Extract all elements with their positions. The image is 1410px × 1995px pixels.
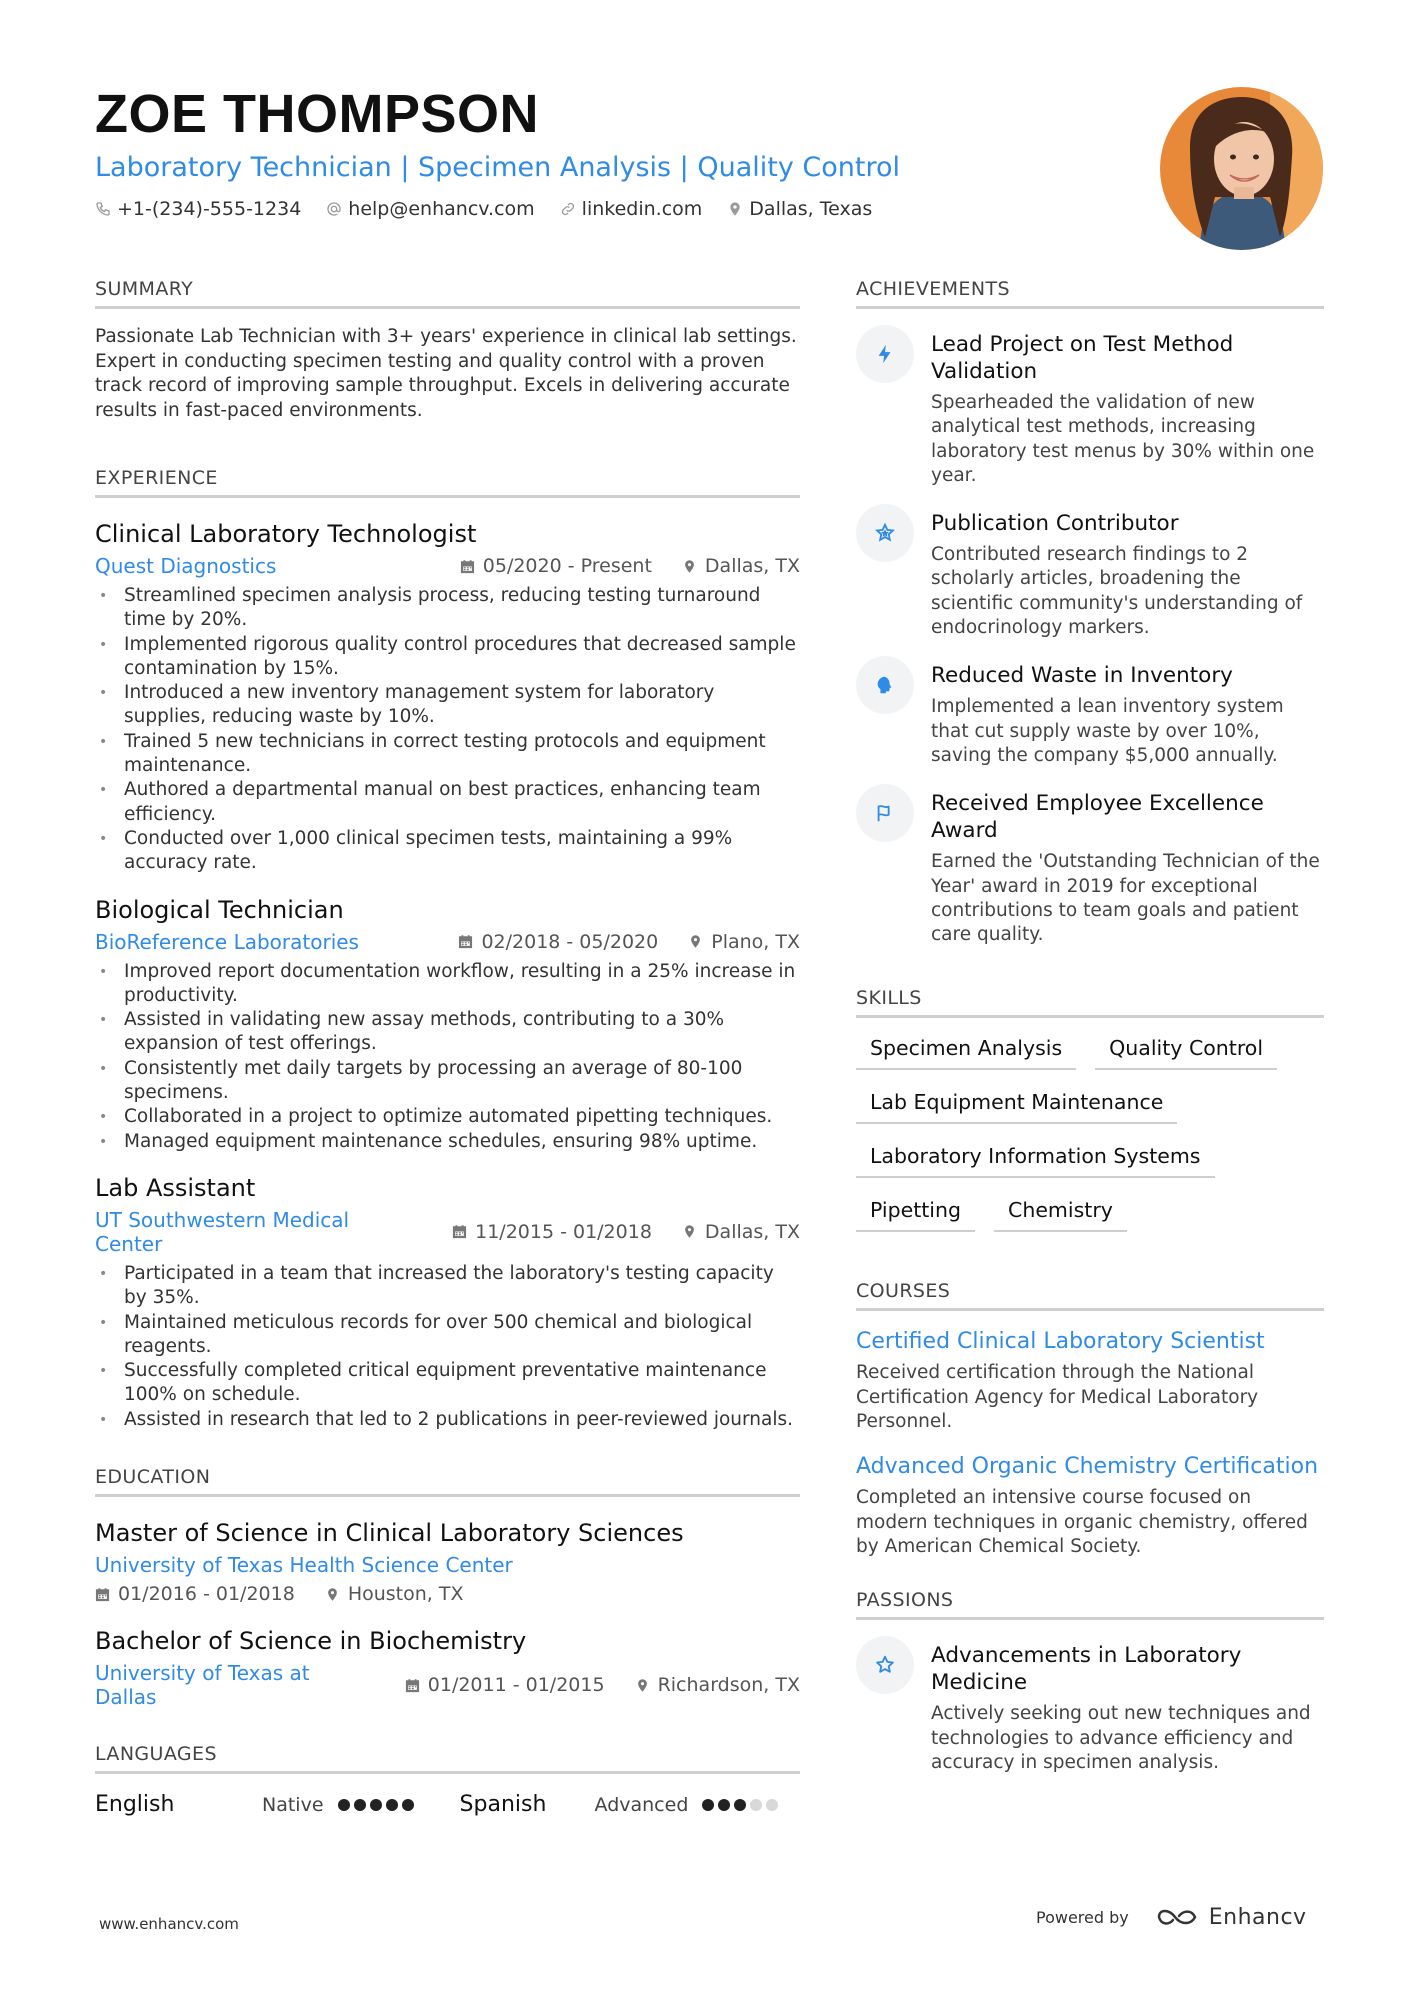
entry-title: Advancements in Laboratory Medicine (931, 1643, 1242, 1696)
language-name: English (95, 1792, 175, 1818)
calendar-icon (460, 559, 475, 574)
job-location (682, 1221, 800, 1243)
linkedin-text: linkedin.com (581, 198, 703, 220)
edu-location-text: Richardson, TX (657, 1674, 800, 1697)
left-column (95, 278, 800, 1817)
skill-tag: Laboratory Information Systems (856, 1138, 1215, 1178)
achievements-heading: ACHIEVEMENTS (856, 278, 1324, 309)
contact-location (727, 198, 872, 220)
rating-dot (370, 1799, 382, 1811)
bolt-icon (856, 325, 914, 383)
summary-heading: SUMMARY (95, 278, 800, 309)
job-entry (95, 1172, 800, 1432)
job-entry (95, 518, 800, 876)
entry-description: Implemented a lean inventory system that cut supply waste by over 10%, saving the company $5,000 annually. (931, 696, 1284, 766)
edu-location-text: Houston, TX (347, 1583, 464, 1606)
achievements-entry (856, 510, 1324, 640)
education-entry (95, 1625, 800, 1709)
candidate-subtitle: Laboratory Technician | Specimen Analysis | Quality Control (95, 152, 901, 183)
rating-dot (354, 1799, 366, 1811)
passions-list (856, 1642, 1324, 1775)
education-heading: EDUCATION (95, 1466, 800, 1497)
phone-text: +1-(234)-555-1234 (117, 198, 302, 220)
achievements-entry (856, 331, 1324, 488)
profile-photo (1160, 87, 1323, 250)
calendar-icon (95, 1587, 110, 1602)
rating-dot (734, 1799, 746, 1811)
at-icon (326, 201, 342, 217)
language-entry (460, 1792, 783, 1817)
edu-location (325, 1583, 464, 1605)
degree-title: Master of Science in Clinical Laboratory Sciences (95, 1519, 684, 1548)
job-title: Biological Technician (95, 895, 344, 924)
rating-dot (338, 1799, 350, 1811)
entry-title: Lead Project on Test Method Validation (931, 332, 1234, 384)
calendar-icon (452, 1224, 467, 1239)
entry-title: Publication Contributor (931, 511, 1179, 537)
link-icon (560, 201, 576, 217)
powered-by-label: Powered by (1036, 1907, 1129, 1927)
languages-heading: LANGUAGES (95, 1743, 800, 1774)
bullet-item: • Trained 5 new technicians in correct testing protocols and equipment maintenance. (95, 730, 800, 779)
location-pin-icon (727, 201, 743, 217)
brand-name: Enhancv (1208, 1904, 1307, 1930)
skills-row (856, 1138, 1324, 1192)
experience-heading: EXPERIENCE (95, 467, 800, 498)
bullet-item: • Maintained meticulous records for over 500 chemical and biological reagents. (95, 1311, 800, 1360)
passions-entry (856, 1642, 1324, 1775)
experience-list (95, 518, 800, 1432)
rating-dot (750, 1799, 762, 1811)
rating-dot (386, 1799, 398, 1811)
flag-icon (856, 784, 914, 842)
language-level: Native (262, 1793, 324, 1816)
star-badge-icon (856, 504, 914, 562)
job-location (688, 931, 800, 953)
edu-dates (405, 1674, 605, 1696)
job-dates (460, 555, 652, 577)
achievements-list (856, 331, 1324, 947)
language-name: Spanish (459, 1792, 547, 1818)
language-entry (95, 1792, 418, 1817)
company-name[interactable]: Quest Diagnostics (95, 554, 277, 578)
job-meta (95, 554, 800, 578)
course-title[interactable]: Certified Clinical Laboratory Scientist (856, 1329, 1265, 1355)
entry-body (931, 510, 1324, 640)
courses-list (856, 1327, 1324, 1559)
calendar-icon (458, 934, 473, 949)
school-name[interactable]: University of Texas Health Science Center (95, 1553, 513, 1578)
job-title: Clinical Laboratory Technologist (95, 520, 477, 548)
entry-title: Received Employee Excellence Award (931, 791, 1264, 844)
rating-dot (702, 1799, 714, 1811)
skill-tag: Quality Control (1095, 1030, 1277, 1070)
job-entry (95, 894, 800, 1154)
achievements-entry (856, 662, 1324, 768)
edu-meta (95, 1583, 800, 1605)
enhancv-logo-icon (1155, 1904, 1201, 1930)
star-icon (856, 1636, 914, 1694)
skill-tag: Pipetting (856, 1192, 975, 1232)
entry-description: Actively seeking out new techniques and technologies to advance efficiency and accuracy in specimen analysis. (931, 1703, 1311, 1773)
rating-dot (402, 1799, 414, 1811)
bullet-item: • Improved report documentation workflow, resulting in a 25% increase in productivity. (95, 960, 800, 1009)
rating-dot (718, 1799, 730, 1811)
entry-body (931, 1642, 1324, 1775)
contact-linkedin[interactable] (560, 198, 703, 220)
right-column (856, 278, 1324, 1797)
job-bullets (95, 960, 800, 1154)
footer-powered[interactable] (1036, 1904, 1307, 1930)
achievements-entry (856, 790, 1324, 947)
contact-row (95, 198, 1145, 220)
job-meta (95, 1208, 800, 1256)
skills-row (856, 1084, 1324, 1138)
job-location-text: Dallas, TX (704, 1220, 800, 1243)
language-rating (702, 1799, 782, 1811)
course-description: Completed an intensive course focused on modern techniques in organic chemistry, offered by American Chemical Society. (856, 1487, 1308, 1557)
bullet-item: • Assisted in research that led to 2 publications in peer-reviewed journals. (95, 1408, 800, 1432)
education-entry (95, 1517, 800, 1605)
entry-description: Spearheaded the validation of new analytical test methods, increasing laboratory test menus by 30% within one year. (931, 392, 1315, 486)
entry-body (931, 662, 1324, 768)
skills-heading: SKILLS (856, 987, 1324, 1018)
resume-header (95, 80, 1145, 220)
language-rating (338, 1799, 418, 1811)
bullet-item: • Implemented rigorous quality control procedures that decreased sample contamination by 15%. (95, 633, 800, 682)
bullet-item: • Participated in a team that increased the laboratory's testing capacity by 35%. (95, 1262, 800, 1311)
bullet-item: • Successfully completed critical equipment preventative maintenance 100% on schedule. (95, 1359, 800, 1408)
contact-email[interactable] (326, 198, 534, 220)
job-dates-text: 02/2018 - 05/2020 (481, 930, 659, 953)
bullet-item: • Introduced a new inventory management system for laboratory supplies, reducing waste by 10%. (95, 681, 800, 730)
job-title: Lab Assistant (95, 1173, 256, 1202)
calendar-icon (405, 1678, 420, 1693)
edu-dates-text: 01/2016 - 01/2018 (118, 1583, 295, 1606)
skill-tag: Chemistry (994, 1192, 1127, 1232)
bullet-item: • Assisted in validating new assay methods, contributing to a 30% expansion of test offerings. (95, 1008, 800, 1057)
location-text: Dallas, Texas (749, 198, 873, 220)
footer-website[interactable]: www.enhancv.com (99, 1915, 239, 1933)
contact-phone[interactable] (95, 198, 301, 220)
location-pin-icon (635, 1678, 650, 1693)
skills-row (856, 1030, 1324, 1084)
job-location (682, 555, 800, 577)
job-meta (95, 930, 800, 954)
job-bullets (95, 1262, 800, 1432)
job-dates-text: 11/2015 - 01/2018 (475, 1220, 652, 1243)
job-bullets (95, 584, 800, 876)
degree-title: Bachelor of Science in Biochemistry (95, 1627, 527, 1656)
bullet-item: • Streamlined specimen analysis process, reducing testing turnaround time by 20%. (95, 584, 800, 633)
job-location-text: Dallas, TX (704, 555, 800, 577)
job-dates-text: 05/2020 - Present (482, 555, 652, 577)
brain-icon (856, 656, 914, 714)
skill-tag: Specimen Analysis (856, 1030, 1076, 1070)
bullet-item: • Collaborated in a project to optimize automated pipetting techniques. (95, 1105, 800, 1129)
passions-heading: PASSIONS (856, 1589, 1324, 1620)
course-description: Received certification through the National Certification Agency for Medical Laboratory Personnel. (856, 1362, 1259, 1433)
edu-location (635, 1674, 800, 1696)
school-name[interactable]: University of Texas at Dallas (95, 1661, 310, 1710)
candidate-name: ZOE THOMPSON (95, 84, 540, 144)
entry-description: Contributed research findings to 2 scholarly articles, broadening the scientific community's understanding of endocrinology markers. (931, 544, 1303, 639)
company-name[interactable]: BioReference Laboratories (95, 929, 359, 954)
edu-row (95, 1661, 800, 1709)
job-dates (452, 1221, 652, 1243)
location-pin-icon (325, 1587, 340, 1602)
education-list (95, 1517, 800, 1709)
job-location-text: Plano, TX (711, 930, 800, 953)
languages-list (95, 1792, 800, 1817)
phone-icon (95, 201, 111, 217)
location-pin-icon (682, 1224, 697, 1239)
language-level: Advanced (594, 1793, 689, 1816)
entry-title: Reduced Waste in Inventory (931, 663, 1233, 689)
company-name[interactable]: UT Southwestern Medical Center (95, 1207, 350, 1256)
course-title[interactable]: Advanced Organic Chemistry Certification (856, 1454, 1319, 1480)
entry-body (931, 331, 1324, 488)
bullet-item: • Consistently met daily targets by processing an average of 80-100 specimens. (95, 1057, 800, 1106)
entry-body (931, 790, 1324, 947)
location-pin-icon (688, 934, 703, 949)
job-dates (458, 931, 658, 953)
edu-dates (95, 1583, 295, 1605)
skills-row (856, 1192, 1324, 1246)
bullet-item: • Authored a departmental manual on best practices, enhancing team efficiency. (95, 778, 800, 827)
skill-tag: Lab Equipment Maintenance (856, 1084, 1177, 1124)
courses-heading: COURSES (856, 1280, 1324, 1311)
entry-description: Earned the 'Outstanding Technician of the Year' award in 2019 for exceptional contributions to team goals and patient care quality. (931, 851, 1320, 946)
edu-dates-text: 01/2011 - 01/2015 (427, 1674, 605, 1697)
bullet-item: • Conducted over 1,000 clinical specimen tests, maintaining a 99% accuracy rate. (95, 827, 800, 876)
bullet-item: • Managed equipment maintenance schedules, ensuring 98% uptime. (95, 1130, 800, 1154)
rating-dot (766, 1799, 778, 1811)
skills-list (856, 1030, 1324, 1246)
summary-text: Passionate Lab Technician with 3+ years' experience in clinical lab settings. Expert in conducting specimen testing and quality control with a proven track record of improving sample throughput. Excels in delivering accurate results in fast-paced environments. (95, 326, 797, 421)
email-text: help@enhancv.com (348, 198, 535, 220)
location-pin-icon (682, 559, 697, 574)
